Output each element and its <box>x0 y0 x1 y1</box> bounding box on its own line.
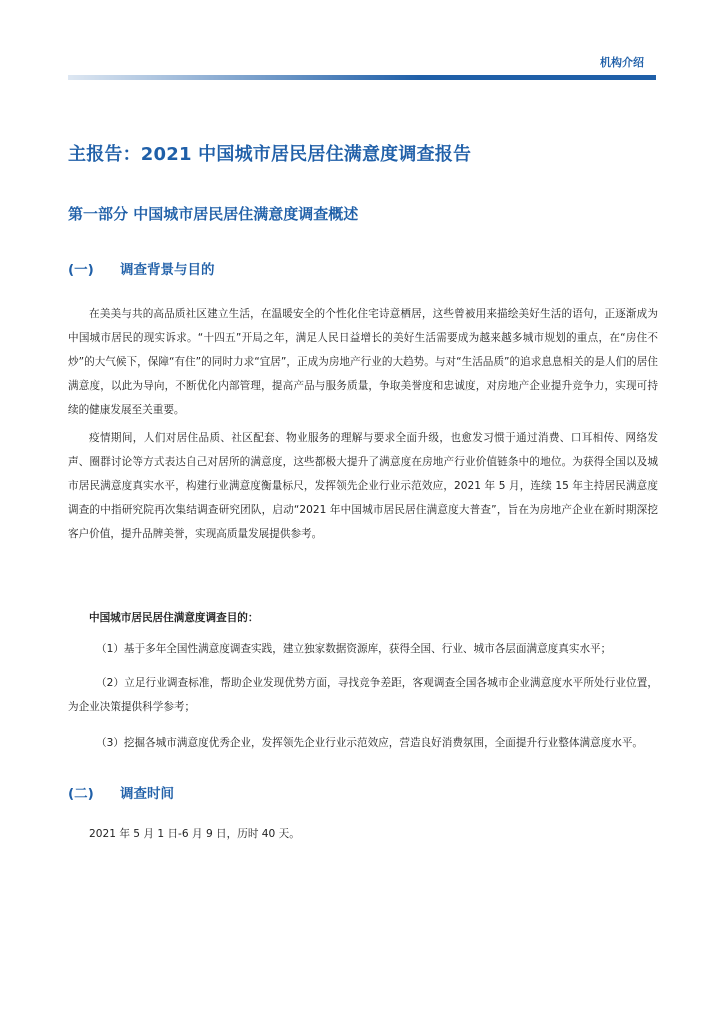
purpose-subheading: 中国城市居民居住满意度调查目的： <box>89 612 259 624</box>
header-divider <box>68 75 656 80</box>
section-heading-time <box>68 782 174 802</box>
section-title: 调查背景与目的 <box>120 262 215 278</box>
section-heading-background <box>68 258 215 278</box>
header-label: 机构介绍 <box>600 56 644 69</box>
purpose-list-item: （1）基于多年全国性满意度调查实践，建立独家数据资源库，获得全国、行业、城市各层面满意度真实水平； <box>96 643 612 655</box>
section-number: (二) <box>68 786 94 802</box>
purpose-list-item: （2）立足行业调查标准，帮助企业发现优势方面，寻找竞争差距，客观调查全国各城市企业满意度水平所处行业位置，为企业决策提供科学参考； <box>68 677 658 713</box>
survey-period-text: 2021 年 5 月 1 日-6 月 9 日，历时 40 天。 <box>89 828 300 840</box>
part-title: 第一部分 中国城市居民居住满意度调查概述 <box>68 205 359 223</box>
section-number: (一) <box>68 262 94 278</box>
purpose-list-item: （3）挖掘各城市满意度优秀企业，发挥领先企业行业示范效应，营造良好消费氛围，全面提升行业整体满意度水平。 <box>96 737 644 749</box>
section-title: 调查时间 <box>120 786 174 802</box>
paragraph: 疫情期间，人们对居住品质、社区配套、物业服务的理解与要求全面升级，也愈发习惯于通过消费、口耳相传、网络发声、圈群讨论等方式表达自己对居所的满意度，这些都极大提升了满意度在房地产行业价值链条中的地位。为获得全国以及城市居民满意度真实水平，构建行业满意度衡量标尺，发挥领先企业行业示范效应，2021 年 5 月，连续 15 年主持居民满意度调查的中指研究院再次集结调查研究团队，启动“2021 年中国城市居民居住满意度大普查”，旨在为房地产企业在新时期深挖客户价值，提升品牌美誉，实现高质量发展提供参考。 <box>68 432 658 540</box>
paragraph: 在美美与共的高品质社区建立生活，在温暖安全的个性化住宅诗意栖居，这些曾被用来描绘美好生活的语句，正逐渐成为中国城市居民的现实诉求。“十四五”开局之年，满足人民日益增长的美好生活需要成为越来越多城市规划的重点，在“房住不炒”的大气候下，保障“有住”的同时力求“宜居”，正成为房地产行业的大趋势。与对“生活品质”的追求息息相关的是人们的居住满意度，以此为导向，不断优化内部管理，提高产品与服务质量，争取美誉度和忠诚度，对房地产企业提升竞争力，实现可持续的健康发展至关重要。 <box>68 308 658 416</box>
main-title: 主报告：2021 中国城市居民居住满意度调查报告 <box>68 144 472 165</box>
